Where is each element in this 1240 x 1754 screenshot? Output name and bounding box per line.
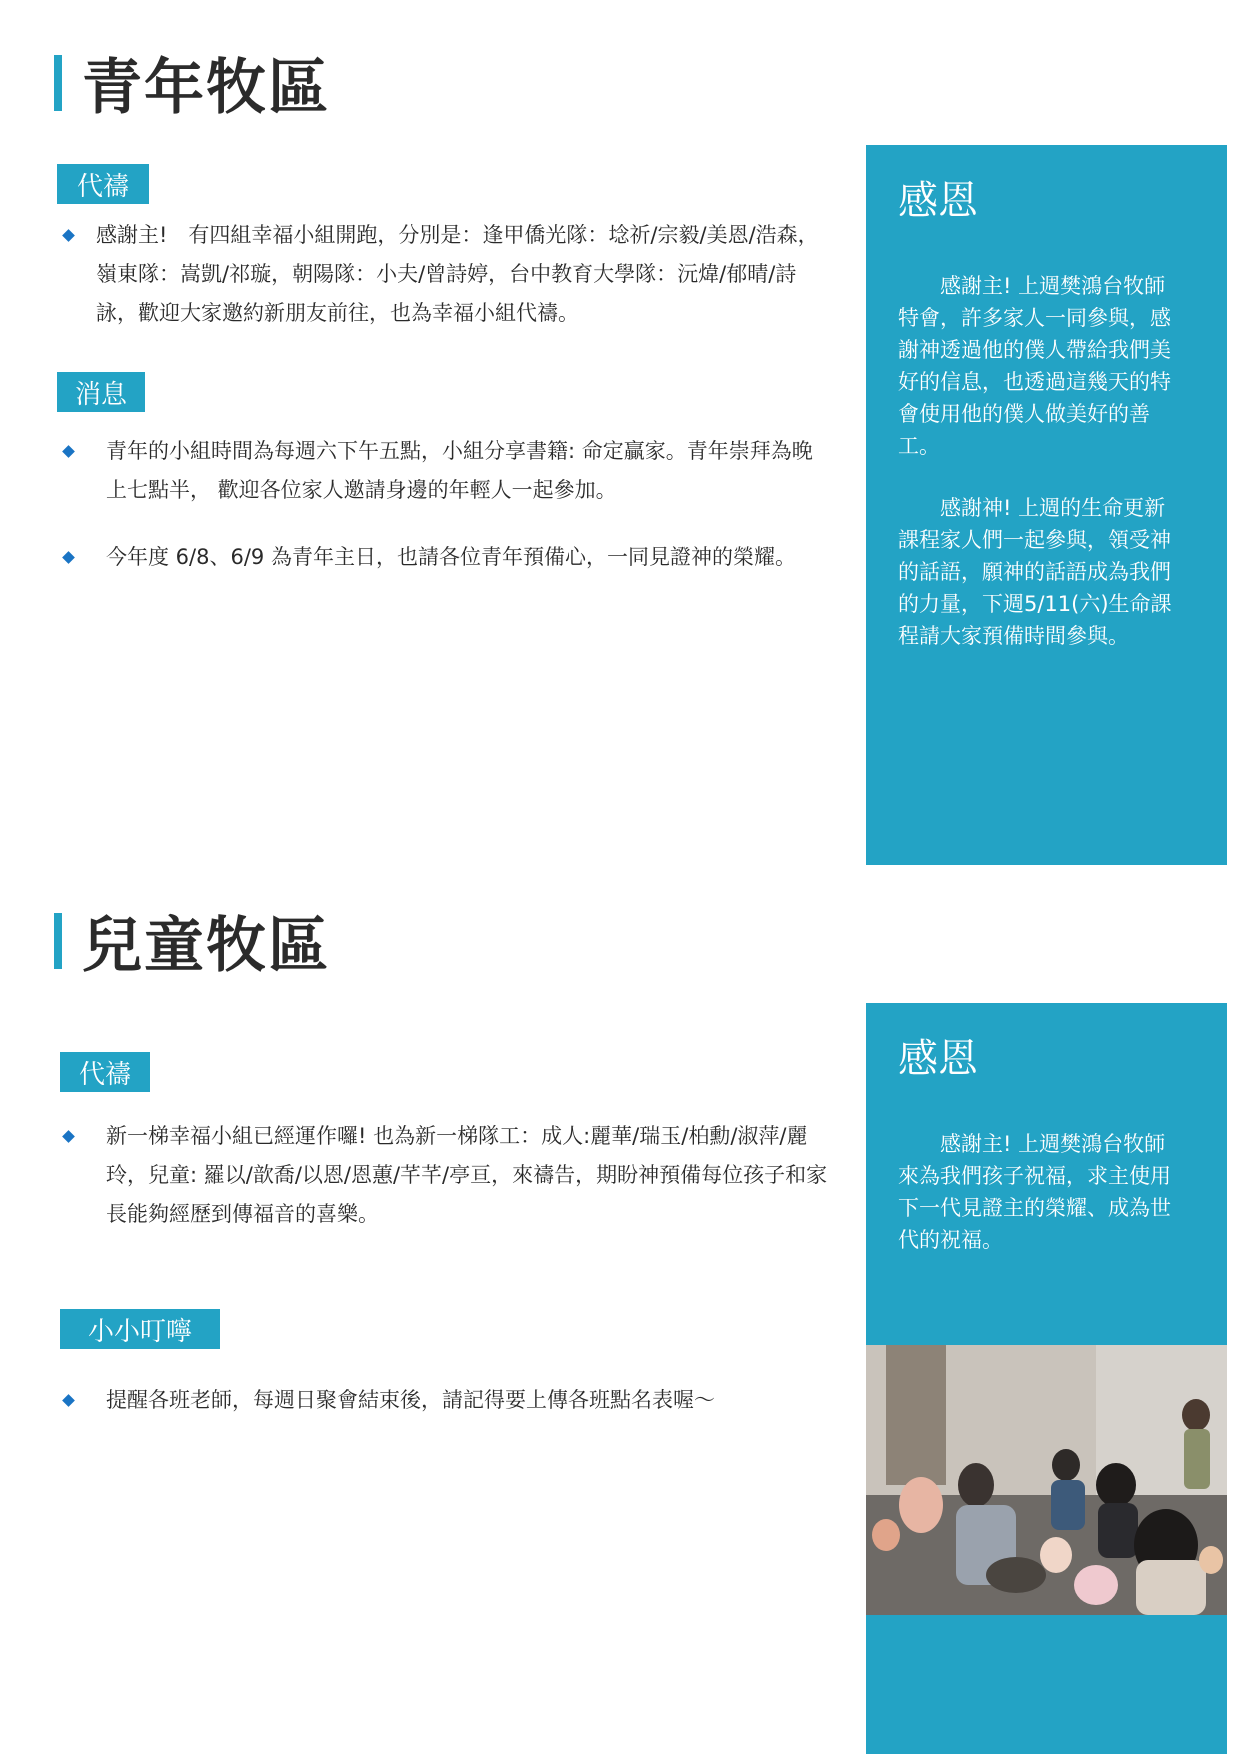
youth-thanks-paragraph-2: 感謝神! 上週的生命更新課程家人們一起參與，領受神的話語，願神的話語成為我們的力量，下週5/11(六)生命課程請大家預備時間參與。: [898, 496, 1172, 648]
youth-title-text: 青年牧區: [82, 53, 330, 123]
children-reminder-text: 提醒各班老師，每週日聚會結束後，請記得要上傳各班點名表喔～: [106, 1388, 715, 1412]
children-prayer-text: 新一梯幸福小組已經運作囉! 也為新一梯隊工：成人:麗華/瑞玉/柏勳/淑萍/麗玲，兒童: 羅以/歆喬/以恩/恩蕙/芊芊/亭亘，來禱告，期盼神預備每位孩子和家長能夠經歷到傳福音的喜樂。: [106, 1124, 828, 1226]
list-item: [54, 1117, 834, 1234]
children-blessing-photo: [866, 1345, 1227, 1615]
children-thanks-paragraph-1: 感謝主! 上週樊鴻台牧師來為我們孩子祝福，求主使用下一代見證主的榮耀、成為世代的祝福。: [898, 1132, 1171, 1252]
children-reminder-tag: 小小叮嚀: [60, 1309, 220, 1349]
youth-news-list: [54, 432, 814, 589]
diamond-bullet-icon: [62, 1394, 75, 1407]
title-accent-bar: [54, 913, 62, 969]
list-item: [54, 538, 814, 577]
youth-prayer-tag: 代禱: [57, 164, 149, 204]
youth-news-text-1: 青年的小組時間為每週六下午五點，小組分享書籍: 命定贏家。青年崇拜為晚上七點半， 歡迎各位家人邀請身邊的年輕人一起參加。: [106, 439, 813, 502]
youth-prayer-list: [54, 216, 824, 345]
youth-news-text-2: 今年度 6/8、6/9 為青年主日，也請各位青年預備心，一同見證神的榮耀。: [106, 545, 796, 569]
children-prayer-list: [54, 1117, 834, 1246]
list-item: [54, 1381, 834, 1420]
youth-thanks-sidebar: [866, 145, 1227, 865]
children-thanks-heading: 感恩: [898, 1036, 978, 1082]
list-item: [54, 216, 824, 333]
list-item: [54, 432, 814, 510]
title-accent-bar: [54, 55, 62, 111]
photo-illustration: [866, 1345, 1227, 1615]
youth-thanks-paragraph-1: 感謝主! 上週樊鴻台牧師特會，許多家人一同參與，感謝神透過他的僕人帶給我們美好的信息，也透過這幾天的特會使用他的僕人做美好的善工。: [898, 274, 1171, 458]
children-reminder-list: [54, 1381, 834, 1432]
diamond-bullet-icon: [62, 445, 75, 458]
children-prayer-tag: 代禱: [60, 1052, 150, 1092]
children-section-title: [54, 906, 330, 981]
youth-thanks-heading: 感恩: [898, 178, 978, 224]
diamond-bullet-icon: [62, 551, 75, 564]
diamond-bullet-icon: [62, 229, 75, 242]
children-title-text: 兒童牧區: [82, 911, 330, 981]
diamond-bullet-icon: [62, 1130, 75, 1143]
youth-section-title: [54, 48, 330, 123]
youth-news-tag: 消息: [57, 372, 145, 412]
youth-prayer-text: 感謝主! 有四組幸福小組開跑，分別是：逢甲僑光隊：埝祈/宗毅/美恩/浩森，嶺東隊：嵩凱/祁璇，朝陽隊：小夫/曾詩婷，台中教育大學隊：沅煒/郁晴/詩詠，歡迎大家邀約新朋友前往，也為幸福小組代禱。: [96, 223, 819, 325]
